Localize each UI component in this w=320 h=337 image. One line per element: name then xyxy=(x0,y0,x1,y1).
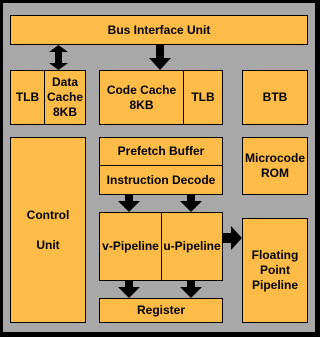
register-label: Register xyxy=(136,303,186,317)
instruction-decode-label: Instruction Decode xyxy=(106,172,216,187)
u-pipeline-fpu-arrow xyxy=(223,226,242,250)
u-pipeline-register-arrow xyxy=(180,281,202,298)
decode-u-pipeline-arrow xyxy=(180,195,202,212)
code-cache-label: Code Cache 8KB xyxy=(106,82,177,112)
data-cache-label: Data Cache 8KB xyxy=(46,75,84,119)
bus-interface-unit-label: Bus Interface Unit xyxy=(107,22,211,37)
bus-code-cache-arrow xyxy=(149,45,171,70)
v-pipeline-label: v-Pipeline xyxy=(102,239,159,253)
bus-data-cache-arrow xyxy=(49,45,68,70)
btb-label: BTB xyxy=(262,90,288,104)
floating-point-pipeline-label: Floating Point Pipeline xyxy=(251,248,299,292)
v-pipeline-register-arrow xyxy=(118,281,140,298)
decode-v-pipeline-arrow xyxy=(118,195,140,212)
tlb-left-label: TLB xyxy=(15,90,40,104)
u-pipeline-label: u-Pipeline xyxy=(163,239,221,253)
tlb-right-label: TLB xyxy=(191,90,215,104)
microcode-rom-label: Microcode ROM xyxy=(244,151,305,180)
control-unit-label: Control Unit xyxy=(26,207,70,252)
prefetch-buffer-label: Prefetch Buffer xyxy=(117,144,205,158)
